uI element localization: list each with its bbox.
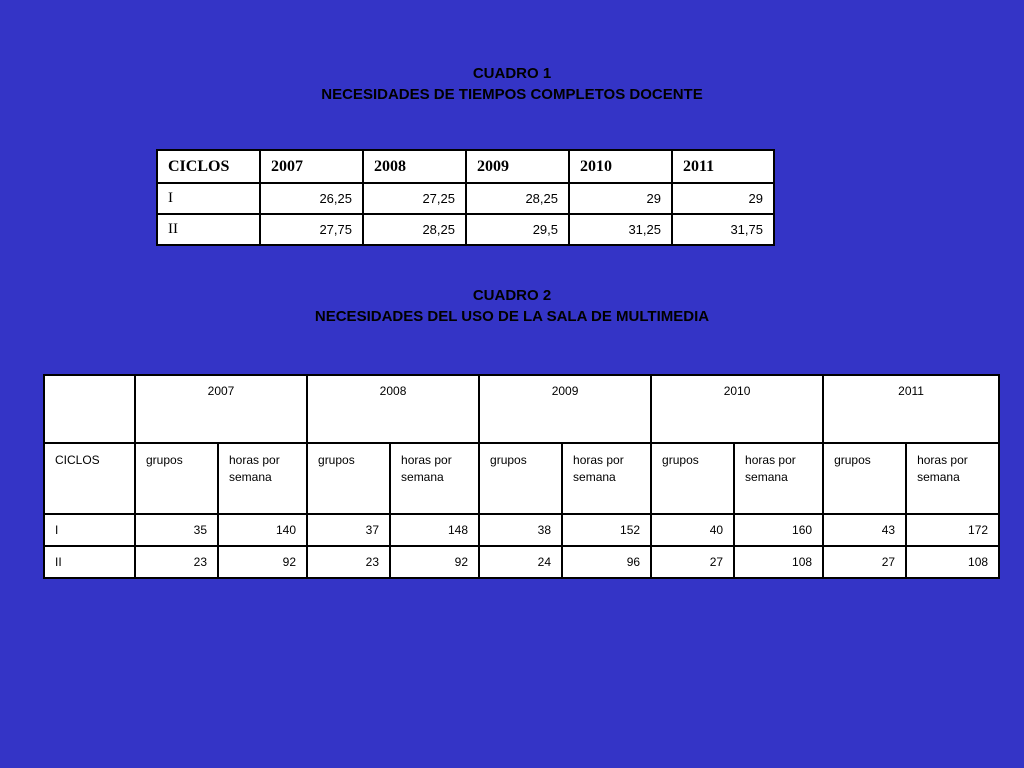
cuadro2-horas-label: horas por semana (734, 443, 823, 514)
cuadro2-grupos-label: grupos (307, 443, 390, 514)
cuadro1-header-cell: 2009 (466, 150, 569, 183)
cuadro1-cell: 31,75 (672, 214, 774, 245)
cuadro2-year-row (44, 375, 999, 443)
cuadro1-title-line1: CUADRO 1 (472, 65, 552, 82)
cuadro2-cell: 43 (823, 514, 906, 546)
cuadro2-cell: 152 (562, 514, 651, 546)
cuadro2-cell: 108 (734, 546, 823, 578)
cuadro1-cell: 26,25 (260, 183, 363, 214)
cuadro2-cell: 27 (823, 546, 906, 578)
cuadro2-year-cell: 2009 (479, 375, 651, 443)
cuadro2-cell: 23 (307, 546, 390, 578)
cuadro2-cell: 35 (135, 514, 218, 546)
cuadro1-title-line2: NECESIDADES DE TIEMPOS COMPLETOS DOCENTE (321, 86, 703, 103)
cuadro1-header-cell: 2010 (569, 150, 672, 183)
cuadro1-cell: 29 (569, 183, 672, 214)
cuadro1-cell: 29 (672, 183, 774, 214)
cuadro2-year-cell: 2011 (823, 375, 999, 443)
cuadro1-header-cell: 2007 (260, 150, 363, 183)
cuadro2-cell: 108 (906, 546, 999, 578)
cuadro1-cell: 28,25 (466, 183, 569, 214)
cuadro2-row (44, 546, 999, 578)
cuadro1-cell: 28,25 (363, 214, 466, 245)
cuadro2-row-label: II (44, 546, 135, 578)
cuadro1-header-cell: 2008 (363, 150, 466, 183)
cuadro1-cell: 31,25 (569, 214, 672, 245)
cuadro2-grupos-label: grupos (823, 443, 906, 514)
cuadro2-title-line1: CUADRO 2 (472, 287, 552, 304)
cuadro2-cell: 37 (307, 514, 390, 546)
cuadro1-header-cell: CICLOS (157, 150, 260, 183)
cuadro2-cell: 92 (218, 546, 307, 578)
cuadro2-row (44, 514, 999, 546)
cuadro2-year-cell: 2007 (135, 375, 307, 443)
cuadro2-ciclos-label: CICLOS (44, 443, 135, 514)
cuadro2-cell: 92 (390, 546, 479, 578)
cuadro2-cell: 96 (562, 546, 651, 578)
cuadro2-title (0, 285, 1024, 327)
cuadro1-table (156, 149, 775, 246)
cuadro1-cell: 27,75 (260, 214, 363, 245)
cuadro2-cell: 140 (218, 514, 307, 546)
cuadro2-cell: 40 (651, 514, 734, 546)
cuadro2-grupos-label: grupos (479, 443, 562, 514)
cuadro1-row (157, 214, 774, 245)
cuadro2-cell: 160 (734, 514, 823, 546)
cuadro2-grupos-label: grupos (135, 443, 218, 514)
cuadro2-year-cell: 2008 (307, 375, 479, 443)
cuadro2-horas-label: horas por semana (906, 443, 999, 514)
cuadro2-row-label: I (44, 514, 135, 546)
cuadro1-row-label: II (157, 214, 260, 245)
cuadro2-cell: 148 (390, 514, 479, 546)
cuadro1-header-row (157, 150, 774, 183)
cuadro2-cell: 23 (135, 546, 218, 578)
cuadro1-header-cell: 2011 (672, 150, 774, 183)
cuadro2-table (43, 374, 1000, 579)
cuadro1-cell: 29,5 (466, 214, 569, 245)
cuadro2-cell: 24 (479, 546, 562, 578)
cuadro2-horas-label: horas por semana (218, 443, 307, 514)
cuadro2-subheader-row (44, 443, 999, 514)
cuadro2-title-line2: NECESIDADES DEL USO DE LA SALA DE MULTIMEDIA (314, 308, 710, 325)
cuadro2-cell: 27 (651, 546, 734, 578)
cuadro2-horas-label: horas por semana (390, 443, 479, 514)
cuadro1-row-label: I (157, 183, 260, 214)
cuadro2-grupos-label: grupos (651, 443, 734, 514)
cuadro2-cell: 38 (479, 514, 562, 546)
cuadro1-row (157, 183, 774, 214)
cuadro1-cell: 27,25 (363, 183, 466, 214)
cuadro2-empty-cell (44, 375, 135, 443)
cuadro2-horas-label: horas por semana (562, 443, 651, 514)
cuadro1-title (0, 63, 1024, 105)
cuadro2-year-cell: 2010 (651, 375, 823, 443)
cuadro2-cell: 172 (906, 514, 999, 546)
